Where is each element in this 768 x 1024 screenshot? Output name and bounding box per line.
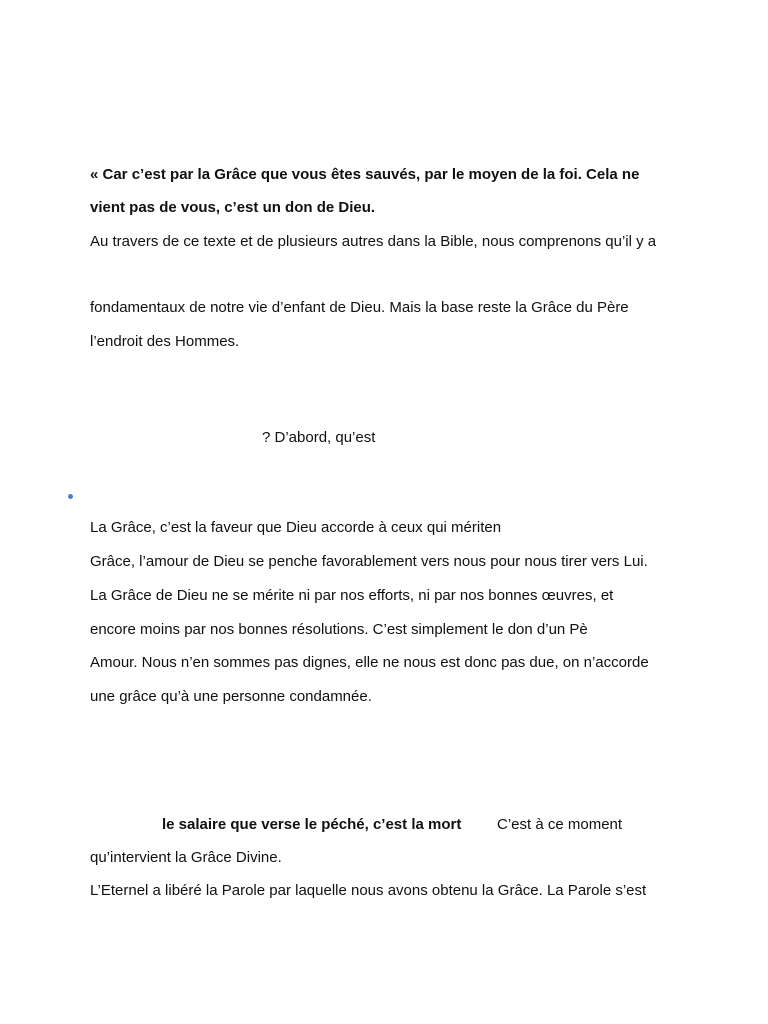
intro-paragraph-line-2: fondamentaux de notre vie d’enfant de Dieu. Mais la base reste la Grâce du Père [90,299,629,316]
grace-paragraph-line-2: qu’intervient la Grâce Divine. [90,849,282,866]
scripture-quote-line-1: « Car c’est par la Grâce que vous êtes sauvés, par le moyen de la foi. Cela ne [90,166,640,183]
definition-paragraph-line-5: Amour. Nous n’en sommes pas dignes, elle ne nous est donc pas due, on n’accorde [90,654,649,671]
list-bullet-icon [68,494,73,499]
question-fragment: ? D’abord, qu’est [262,429,376,446]
grace-paragraph-line-3: L’Eternel a libéré la Parole par laquelle nous avons obtenu la Grâce. La Parole s’est [90,882,647,899]
grace-paragraph-line-1: C’est à ce moment [497,816,623,833]
wages-of-sin-bold-text: le salaire que verse le péché, c’est la mort [162,816,462,833]
intro-paragraph-line-3: l’endroit des Hommes. [90,333,240,350]
definition-paragraph-line-4: encore moins par nos bonnes résolutions. C’est simplement le don d’un Pè [90,621,588,638]
definition-paragraph-line-3: La Grâce de Dieu ne se mérite ni par nos efforts, ni par nos bonnes œuvres, et [90,587,614,604]
scripture-quote-line-2: vient pas de vous, c’est un don de Dieu. [90,199,376,216]
definition-paragraph-line-2: Grâce, l’amour de Dieu se penche favorablement vers nous pour nous tirer vers Lui. [90,553,648,570]
intro-paragraph-line-1: Au travers de ce texte et de plusieurs autres dans la Bible, nous comprenons qu’il y a [90,233,657,250]
definition-paragraph-line-6: une grâce qu’à une personne condamnée. [90,688,372,705]
definition-paragraph-line-1: La Grâce, c’est la faveur que Dieu accorde à ceux qui mériten [90,519,502,536]
